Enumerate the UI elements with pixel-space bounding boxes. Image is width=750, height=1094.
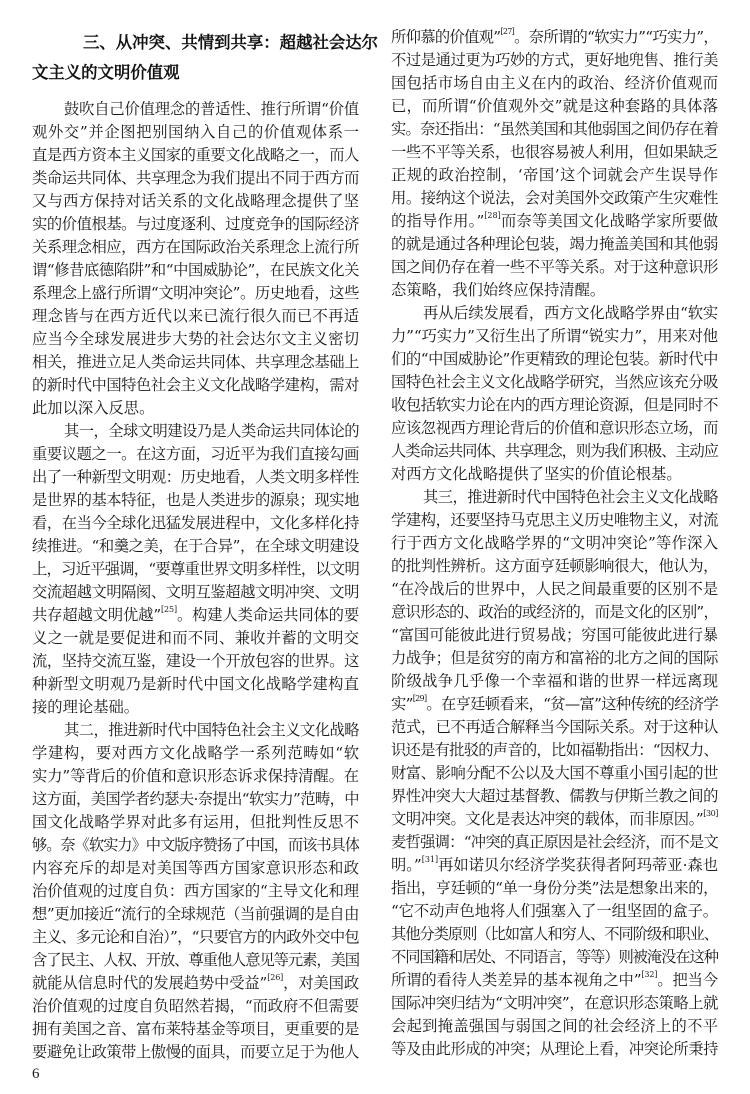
right-column xyxy=(391,26,718,1061)
text-line xyxy=(391,325,718,348)
text-segment: 已，而所谓“价值观外交”就是这种套路的具体落 xyxy=(391,97,718,115)
text-segment: 国际冲突归结为“文明冲突”，在意识形态策略上就 xyxy=(391,994,718,1012)
text-line xyxy=(32,811,359,834)
text-line xyxy=(391,141,718,164)
text-line xyxy=(32,328,359,351)
text-segment: 人类命运共同体、共享理念，则为我们积极、主动应 xyxy=(391,442,718,460)
text-line xyxy=(32,512,359,535)
text-line xyxy=(391,532,718,555)
text-line xyxy=(391,624,718,647)
text-segment: 意识形态的、政治的或经济的，而是文化的区别”， xyxy=(391,603,718,621)
text-segment: 不过是通过更为巧妙的方式，更好地兜售、推行美 xyxy=(391,51,718,69)
text-segment: 够。奈《软实力》中文版序赞扬了中国，而该书具体 xyxy=(32,836,359,854)
citation-marker: [28] xyxy=(484,211,501,220)
text-line xyxy=(391,72,718,95)
text-segment: 实的价值根基。与过度逐利、过度竞争的国际经济 xyxy=(32,215,359,233)
text-segment: 流，坚持交流互鉴，建设一个开放包容的世界。这 xyxy=(32,652,359,670)
text-segment: 这方面，美国学者约瑟夫·奈提出“软实力”范畴，中 xyxy=(32,790,359,808)
text-segment: 看，在当今全球化迅猛发展进程中，文化多样化持 xyxy=(32,514,359,532)
text-segment: 一些不平等关系，也很容易被人利用，但如果缺乏 xyxy=(391,143,718,161)
text-line xyxy=(391,26,718,49)
text-line xyxy=(391,785,718,808)
text-segment: 类命运共同体、共享理念为我们提出不同于西方而 xyxy=(32,169,359,187)
text-line xyxy=(391,739,718,762)
text-line xyxy=(32,190,359,213)
text-segment: 学建构，要对西方文化战略学一系列范畴如“软 xyxy=(32,744,359,762)
text-line xyxy=(391,555,718,578)
text-segment: 再从后续发展看，西方文化战略学界由“软实 xyxy=(423,304,718,322)
text-line xyxy=(391,95,718,118)
text-line xyxy=(32,1041,359,1064)
text-line xyxy=(32,857,359,880)
text-segment: 麦哲强调：“冲突的真正原因是社会经济，而不是文 xyxy=(391,833,718,851)
text-segment: “富国可能彼此进行贸易战；穷国可能彼此进行暴 xyxy=(391,626,718,644)
text-segment: 理念皆与在西方近代以来已流行很久而已不再适 xyxy=(32,307,359,325)
text-line xyxy=(391,486,718,509)
text-segment: 识还是有批驳的声音的，比如福勒指出：“因权力、 xyxy=(391,741,718,759)
text-segment: 上，习近平强调，“要尊重世界文明多样性，以文明 xyxy=(32,560,359,578)
text-line xyxy=(32,305,359,328)
text-line xyxy=(32,834,359,857)
text-segment: 所仰慕的价值观” xyxy=(391,28,501,46)
text-segment: 鼓吹自己价值理念的普适性、推行所谓“价值 xyxy=(64,100,359,118)
text-line xyxy=(391,601,718,624)
text-segment: 行于西方文化战略学界的“文明冲突论”等作深入 xyxy=(391,534,718,552)
text-segment: 国包括市场自由主义在内的政治、经济价值观而 xyxy=(391,74,718,92)
text-line xyxy=(391,371,718,394)
text-line xyxy=(32,995,359,1018)
text-segment: 种新型文明观乃是新时代中国文化战略学建构直 xyxy=(32,675,359,693)
text-line xyxy=(32,696,359,719)
text-segment: 此加以深入反思。 xyxy=(32,399,155,417)
text-line xyxy=(391,348,718,371)
text-line xyxy=(32,167,359,190)
text-line xyxy=(391,164,718,187)
text-line xyxy=(32,788,359,811)
text-line xyxy=(391,394,718,417)
text-line xyxy=(32,236,359,259)
text-segment: 会起到掩盖强国与弱国之间的社会经济上的不平 xyxy=(391,1017,718,1035)
text-line xyxy=(391,1015,718,1038)
text-line xyxy=(391,647,718,670)
text-line xyxy=(391,923,718,946)
citation-marker: [32] xyxy=(641,970,658,979)
text-line xyxy=(391,670,718,693)
text-segment: 重要议题之一。在这方面，习近平为我们直接勾画 xyxy=(32,445,359,463)
text-segment: 明。” xyxy=(391,856,422,874)
text-segment: 内容充斥的却是对美国等西方国家意识形态和政 xyxy=(32,859,359,877)
text-segment: “它不动声色地将人们强塞入了一组坚固的盒子。 xyxy=(391,902,718,920)
text-line xyxy=(391,210,718,233)
text-line xyxy=(32,351,359,374)
text-segment: 正规的政治控制，‘帝国’这个词就会产生误导作 xyxy=(391,166,718,184)
text-line xyxy=(391,877,718,900)
text-line xyxy=(32,374,359,397)
text-segment: 指出，亨廷顿的“单一身份分类”法是想象出来的， xyxy=(391,879,718,897)
text-line xyxy=(32,466,359,489)
page-number: 6 xyxy=(32,1066,40,1082)
text-line xyxy=(391,49,718,72)
text-line xyxy=(391,1038,718,1061)
text-line xyxy=(32,972,359,995)
text-line xyxy=(32,673,359,696)
text-line xyxy=(32,903,359,926)
text-segment: 国之间仍存在着一些不平等关系。对于这种意识形 xyxy=(391,258,718,276)
text-segment: 的就是通过各种理论包装，竭力掩盖美国和其他弱 xyxy=(391,235,718,253)
text-line xyxy=(391,992,718,1015)
text-line xyxy=(32,719,359,742)
text-segment: 而奈等美国文化战略学家所要做 xyxy=(500,212,718,230)
text-segment: 实” xyxy=(391,695,413,713)
text-segment: ，对美国政 xyxy=(283,974,359,992)
text-line xyxy=(32,259,359,282)
text-line xyxy=(391,463,718,486)
text-segment: 拥有美国之音、富布莱特基金等项目，更重要的是 xyxy=(32,1020,359,1038)
text-segment: 文明冲突。文化是表达冲突的载体，而非原因。” xyxy=(391,810,704,828)
text-segment: 是世界的基本特征，也是人类进步的源泉；现实地 xyxy=(32,491,359,509)
text-line xyxy=(32,742,359,765)
text-line xyxy=(32,98,359,121)
text-segment: 国特色社会主义文化战略学研究，当然应该充分吸 xyxy=(391,373,718,391)
text-line xyxy=(391,187,718,210)
citation-marker: [25] xyxy=(161,605,177,614)
text-segment: 范式，已不再适合解释当今国际关系。对于这种认 xyxy=(391,718,718,736)
text-segment: 等及由此形成的冲突；从理论上看，冲突论所秉持 xyxy=(391,1040,718,1058)
text-line xyxy=(391,946,718,969)
text-segment: “在冷战后的世界中，人民之间最重要的区别不是 xyxy=(391,580,718,598)
text-segment: 义之一就是要促进和而不同、兼收并蓄的文明交 xyxy=(32,629,359,647)
text-line xyxy=(391,417,718,440)
text-line xyxy=(391,900,718,923)
text-segment: 治价值观的过度自负：西方国家的“主导文化和理 xyxy=(32,882,359,900)
text-line xyxy=(391,969,718,992)
text-line xyxy=(391,716,718,739)
text-segment: 的批判性辨析。这方面亨廷顿影响很大，他认为， xyxy=(391,557,718,575)
text-segment: 的新时代中国特色社会主义文化战略学建构，需对 xyxy=(32,376,359,394)
section-title-line: 文主义的文明价值观 xyxy=(32,63,180,82)
text-segment: 关系理念相应，西方在国际政治关系理念上流行所 xyxy=(32,238,359,256)
text-segment: 界性冲突大大超过基督教、儒教与伊斯兰教之间的 xyxy=(391,787,718,805)
text-segment: 就能从信息时代的发展趋势中受益” xyxy=(32,974,268,992)
text-segment: 直是西方资本主义国家的重要文化战略之一，而人 xyxy=(32,146,359,164)
text-line xyxy=(391,440,718,463)
text-line xyxy=(32,282,359,305)
text-line xyxy=(391,256,718,279)
text-segment: 实力”等背后的价值和意识形态诉求保持清醒。在 xyxy=(32,767,359,785)
text-line xyxy=(32,627,359,650)
citation-marker: [29] xyxy=(412,694,427,703)
text-line xyxy=(32,880,359,903)
text-line xyxy=(32,581,359,604)
left-column-body xyxy=(32,98,359,1064)
text-segment: 国文化战略学界对此多有运用，但批判性反思不 xyxy=(32,813,359,831)
text-segment: 其一，全球文明建设乃是人类命运共同体论的 xyxy=(64,422,359,440)
text-segment: 其他分类原则（比如富人和穷人、不同阶级和职业、 xyxy=(391,925,718,943)
text-segment: 要避免让政策带上傲慢的面具，而要立足于为他人 xyxy=(32,1043,359,1061)
text-segment: 系理念上盛行所谓“文明冲突论”。历史地看，这些 xyxy=(32,284,359,302)
text-segment: 学建构，还要坚持马克思主义历史唯物主义，对流 xyxy=(391,511,718,529)
text-segment: 。在亨廷顿看来，“贫—富”这种传统的经济学 xyxy=(426,695,718,713)
text-segment: 阶级战争几乎像一个幸福和谐的世界一样远离现 xyxy=(391,672,718,690)
text-segment: 主义、多元论和自治）”，“只要官方的内政外交中包 xyxy=(32,928,359,946)
text-segment: 实。奈还指出：“虽然美国和其他弱国之间仍存在着 xyxy=(391,120,718,138)
text-segment: 谓“修昔底德陷阱”和“中国威胁论”，在民族文化关 xyxy=(32,261,359,279)
text-line xyxy=(32,926,359,949)
text-line xyxy=(32,420,359,443)
section-title xyxy=(32,28,379,88)
text-line xyxy=(391,279,718,302)
text-line xyxy=(32,1018,359,1041)
text-segment: 不同国籍和居处、不同语言，等等）则被淹没在这种 xyxy=(391,948,718,966)
text-segment: 治价值观的过度自负昭然若揭，“而政府不但需要 xyxy=(32,997,359,1015)
text-line xyxy=(32,558,359,581)
text-line xyxy=(32,949,359,972)
text-line xyxy=(32,144,359,167)
text-segment: 相关，推进立足人类命运共同体、共享理念基础上 xyxy=(32,353,359,371)
text-segment: 接的理论基础。 xyxy=(32,698,140,716)
text-segment: 。奈所谓的“软实力”“巧实力”， xyxy=(514,28,718,46)
text-line xyxy=(32,489,359,512)
right-column-body xyxy=(391,26,718,1061)
text-segment: 其二，推进新时代中国特色社会主义文化战略 xyxy=(64,721,359,739)
text-line xyxy=(391,118,718,141)
text-line xyxy=(391,302,718,325)
text-line xyxy=(391,578,718,601)
text-segment: 财富、影响分配不公以及大国不尊重小国引起的世 xyxy=(391,764,718,782)
text-segment: 态策略，我们始终应保持清醒。 xyxy=(391,281,606,299)
citation-marker: [26] xyxy=(267,973,284,982)
text-segment: 所谓的看待人类差异的基本视角之中” xyxy=(391,971,642,989)
citation-marker: [27] xyxy=(500,27,515,36)
text-segment: 交流超越文明隔阂、文明互鉴超越文明冲突、文明 xyxy=(32,583,359,601)
text-line xyxy=(32,604,359,627)
text-segment: 的指导作用。” xyxy=(391,212,485,230)
text-segment: 收包括软实力论在内的西方理论资源，但是同时不 xyxy=(391,396,718,414)
text-line xyxy=(391,762,718,785)
text-segment: 应该忽视西方理论背后的价值和意识形态立场，而 xyxy=(391,419,718,437)
text-segment: 含了民主、人权、开放、尊重他人意见等元素，美国 xyxy=(32,951,359,969)
text-segment: 想”更加接近“流行的全球规范（当前强调的是自由 xyxy=(32,905,359,923)
text-segment: 观外交”并企图把别国纳入自己的价值观体系一 xyxy=(32,123,359,141)
text-segment: 又与西方保持对话关系的文化战略理念提供了坚 xyxy=(32,192,359,210)
text-line xyxy=(391,831,718,854)
text-segment: 续推进。“和羹之美，在于合异”，在全球文明建设 xyxy=(32,537,359,555)
text-line xyxy=(32,765,359,788)
text-segment: 力战争；但是贫穷的南方和富裕的北方之间的国际 xyxy=(391,649,718,667)
text-line xyxy=(391,509,718,532)
text-segment: 们的“中国威胁论”作更精致的理论包装。新时代中 xyxy=(391,350,718,368)
text-line xyxy=(391,233,718,256)
text-segment: 其三，推进新时代中国特色社会主义文化战略 xyxy=(423,488,718,506)
text-segment: 出了一种新型文明观：历史地看，人类文明多样性 xyxy=(32,468,359,486)
text-segment: 。构建人类命运共同体的要 xyxy=(176,606,359,624)
text-line xyxy=(32,213,359,236)
text-segment: 。把当今 xyxy=(657,971,718,989)
text-segment: 力”“巧实力”又衍生出了所谓“锐实力”，用来对他 xyxy=(391,327,718,345)
text-line xyxy=(32,397,359,420)
text-line xyxy=(391,808,718,831)
text-line xyxy=(32,650,359,673)
text-line xyxy=(391,693,718,716)
text-segment: 共存超越文明优越” xyxy=(32,606,162,624)
text-line xyxy=(32,535,359,558)
text-segment: 应当今全球发展进步大势的社会达尔文主义密切 xyxy=(32,330,359,348)
text-line xyxy=(32,121,359,144)
text-segment: 再如诺贝尔经济学奖获得者阿玛蒂亚·森也 xyxy=(438,856,718,874)
text-line xyxy=(391,854,718,877)
text-segment: 对西方文化战略提供了坚实的价值论根基。 xyxy=(391,465,682,483)
text-line xyxy=(32,443,359,466)
citation-marker: [30] xyxy=(703,809,718,818)
section-title-line: 三、从冲突、共情到共享：超越社会达尔 xyxy=(83,33,379,52)
citation-marker: [31] xyxy=(421,855,439,864)
text-segment: 用。接纳这个说法，会对美国外交政策产生灾难性 xyxy=(391,189,718,207)
